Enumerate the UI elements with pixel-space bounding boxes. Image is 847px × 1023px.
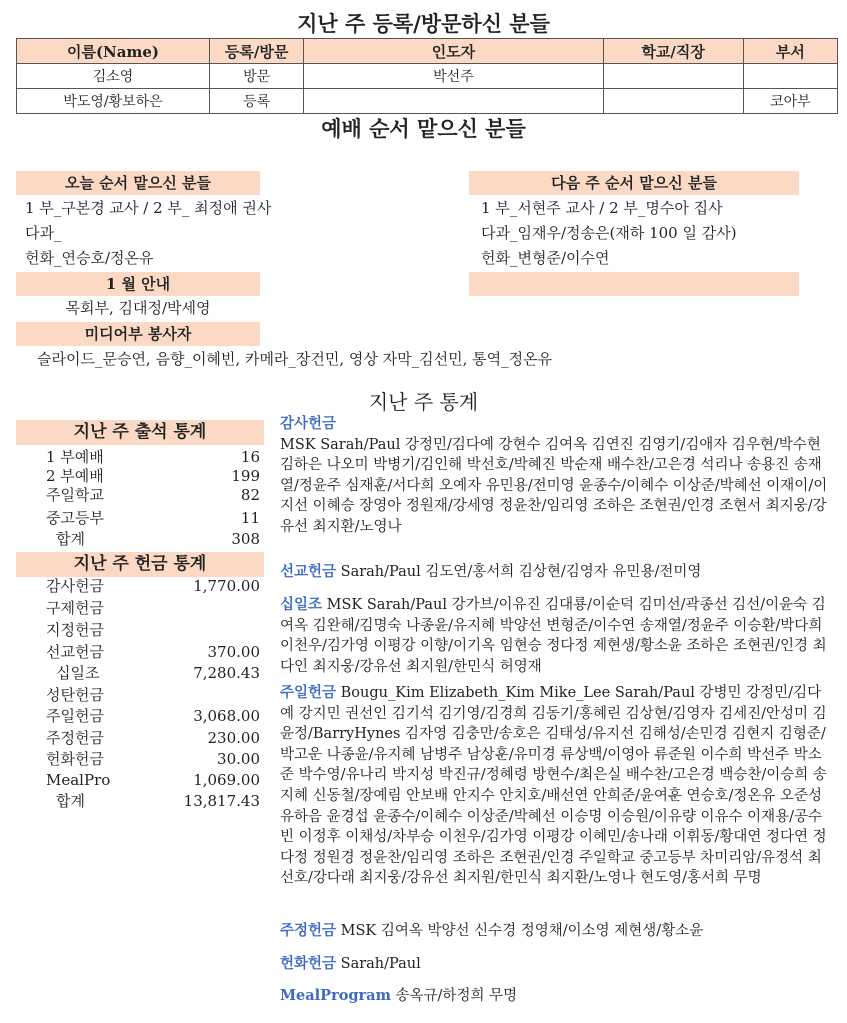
- list-item: [16, 530, 264, 549]
- stats-title: 지난 주 통계: [368, 390, 479, 414]
- cell: [603, 89, 743, 114]
- list-item: [16, 448, 264, 467]
- col-work-header: 학교/직장: [603, 39, 743, 64]
- row-value: 11: [240, 509, 260, 527]
- row-value: 370.00: [207, 643, 260, 661]
- next-empty-bar: [469, 272, 799, 296]
- row-label: MealPro: [46, 771, 111, 789]
- giver-block-mission: [280, 562, 830, 583]
- today-line-1: 1 부_구본경 교사 / 2 부_ 최정애 권사: [25, 199, 272, 217]
- next-line-2: 다과_임재우/정송은(재하 100 일 감사): [481, 224, 737, 242]
- row-label: 성탄헌금: [46, 686, 104, 704]
- row-value: 230.00: [207, 729, 260, 747]
- list-item: [16, 599, 264, 618]
- offering-header: 지난 주 헌금 통계: [16, 552, 264, 577]
- row-value: 3,068.00: [193, 707, 260, 725]
- row-value: 1,770.00: [193, 577, 260, 595]
- cell: 박선주: [304, 64, 603, 89]
- list-item: [16, 643, 264, 662]
- row-label: 합계: [56, 530, 85, 548]
- row-label: 감사헌금: [46, 577, 104, 595]
- cell: 박도영/황보하은: [17, 89, 210, 114]
- giver-block-sunday: [280, 683, 830, 889]
- giver-block-tithe: [280, 595, 830, 677]
- giver-names: Bougu_Kim Elizabeth_Kim Mike_Lee Sarah/Paul 강병민 강정민/김다예 강지민 권선인 김기석 김기영/김경희 김동기/홍혜린 김상현/김영자 김세진/안성미 김윤정/BarryHynes 김자영 김충만/송호은 김태성/유지선 김해성/손민경 김현지 김형준/박고운 나종윤/유지혜 남병주 남상훈/유미경 류상백/이영아 류준원 이수희 박선주 박소준 박수영/유나리 박지성 박진규/정혜령 방현수/최은실 배수찬/고은경 백승찬/이승희 송지혜 신동철/장예림 안보배 안지수 안치호/배선연 안희준/윤여훈 연승호/정온유 오준성 유하음 윤경섭 윤종수/이혜수 이상준/박혜선 이승명 이승원/이유량 이유수 이재용/공수빈 이정후 이채성/차부승 이천우/김가영 이평강 이혜민/송나래 이휘동/황대연 정다연 정다정 정원경 정윤찬/임리영 조하은 조현권/인경 주일학교 중고등부 차미리암/유정석 최선호/강다래 최지웅/강유선 최지원/한민식 최지환/노영나 현도영/홍서희 무명: [280, 685, 827, 887]
- list-item: [16, 486, 264, 505]
- row-label: 주정헌금: [46, 729, 104, 747]
- cell: 등록: [209, 89, 303, 114]
- giver-title: 감사헌금: [280, 415, 337, 432]
- col-status-header: 등록/방문: [209, 39, 303, 64]
- row-label: 구제헌금: [46, 599, 104, 617]
- media-line: 슬라이드_문승연, 음향_이혜빈, 카메라_장건민, 영상 자막_김선민, 통역_정온유: [37, 350, 553, 368]
- row-value: 1,069.00: [193, 771, 260, 789]
- row-label: 주일학교: [46, 486, 104, 504]
- giver-title: 주정헌금: [280, 922, 337, 939]
- giver-names: Sarah/Paul 김도연/홍서희 김상현/김영자 유민용/전미영: [340, 564, 702, 580]
- next-line-3: 헌화_변형준/이수연: [481, 249, 610, 267]
- row-label: 주일헌금: [46, 707, 104, 725]
- row-value: 16: [240, 448, 260, 466]
- row-label: 합계: [56, 792, 85, 810]
- registration-table: [16, 38, 838, 114]
- month-line: 목회부, 김대정/박세영: [65, 299, 211, 317]
- col-guide-header: 인도자: [304, 39, 603, 64]
- row-label: 1 부예배: [46, 448, 104, 466]
- list-item: [16, 707, 264, 726]
- list-item: [16, 792, 264, 811]
- giver-title: 헌화헌금: [280, 955, 337, 972]
- giver-block-thanks: [280, 414, 830, 538]
- next-line-1: 1 부_서현주 교사 / 2 부_명수아 집사: [481, 199, 723, 217]
- table-row: [17, 64, 838, 89]
- giver-title: 주일헌금: [280, 684, 337, 701]
- giver-names: MSK 김여옥 박양선 신수경 정영채/이소영 제현생/황소윤: [340, 923, 704, 939]
- row-label: 2 부예배: [46, 467, 104, 485]
- service-title: 예배 순서 맡으신 분들: [321, 116, 526, 141]
- row-value: 82: [240, 486, 260, 504]
- row-value: 7,280.43: [193, 664, 260, 682]
- list-item: [16, 509, 264, 528]
- attendance-header: 지난 주 출석 통계: [16, 420, 264, 445]
- row-value: 308: [231, 530, 260, 548]
- list-item: [16, 621, 264, 640]
- cell: [743, 64, 837, 89]
- today-header: 오늘 순서 맡으신 분들: [16, 171, 260, 195]
- giver-title: 선교헌금: [280, 563, 337, 580]
- giver-title: MealProgram: [280, 987, 391, 1004]
- row-label: 십일조: [56, 664, 100, 682]
- cell: 코아부: [743, 89, 837, 114]
- registration-title: 지난 주 등록/방문하신 분들: [297, 11, 550, 36]
- giver-names: MSK Sarah/Paul 강가브/이유진 김대룡/이순덕 김미선/곽종선 김선/이윤숙 김여옥 김완해/김명숙 나종윤/유지혜 박양선 변형준/이수연 송재열/정윤주 이승환/박다희 이천우/김가영 이평강 이향/이기옥 임현승 정다정 제현생/황소윤 조하은 조현권/인경 최다인 최지웅/강유선 최지원/한민식 허영재: [280, 597, 827, 675]
- giver-block-meal: [280, 986, 830, 1007]
- today-line-2: 다과_: [25, 224, 62, 242]
- list-item: [16, 577, 264, 596]
- col-dept-header: 부서: [743, 39, 837, 64]
- today-line-3: 헌화_연승호/정온유: [25, 249, 154, 267]
- cell: 김소영: [17, 64, 210, 89]
- list-item: [16, 750, 264, 769]
- list-item: [16, 771, 264, 790]
- list-item: [16, 686, 264, 705]
- row-value: 30.00: [217, 750, 260, 768]
- giver-title: 십일조: [280, 596, 323, 613]
- table-row: [17, 89, 838, 114]
- media-header: 미디어부 봉사자: [16, 322, 260, 346]
- row-value: 13,817.43: [183, 792, 260, 810]
- next-header: 다음 주 순서 맡으신 분들: [469, 171, 799, 195]
- cell: [603, 64, 743, 89]
- giver-block-weekly: [280, 921, 830, 942]
- giver-block-flower: [280, 954, 830, 975]
- giver-names: MSK Sarah/Paul 강정민/김다예 강현수 김여옥 김연진 김영기/김애자 김우현/박수현 김하은 나오미 박병기/김인해 박선호/박혜진 박순재 배수찬/고은경 석리나 송용진 송재열/정윤주 심재훈/서다희 오예자 유민용/전미영 윤종수/이혜수 이상준/박혜선 이재이/이지선 이혜승 장영아 정원재/강세영 정윤찬/임리영 조하은 조현권/인경 조현서 최지웅/강유선 최지환/노영나: [280, 436, 828, 535]
- table-header-row: [17, 39, 838, 64]
- cell: 방문: [209, 64, 303, 89]
- row-label: 선교헌금: [46, 643, 104, 661]
- list-item: [16, 729, 264, 748]
- month-header: 1 월 안내: [16, 272, 260, 296]
- giver-names: Sarah/Paul: [340, 956, 421, 972]
- list-item: [16, 664, 264, 683]
- col-name-header: 이름(Name): [17, 39, 210, 64]
- row-label: 중고등부: [46, 509, 104, 527]
- row-label: 헌화헌금: [46, 750, 104, 768]
- row-value: 199: [231, 467, 260, 485]
- list-item: [16, 467, 264, 486]
- row-label: 지정헌금: [46, 621, 104, 639]
- cell: [304, 89, 603, 114]
- giver-names: 송옥규/하정희 무명: [395, 988, 518, 1004]
